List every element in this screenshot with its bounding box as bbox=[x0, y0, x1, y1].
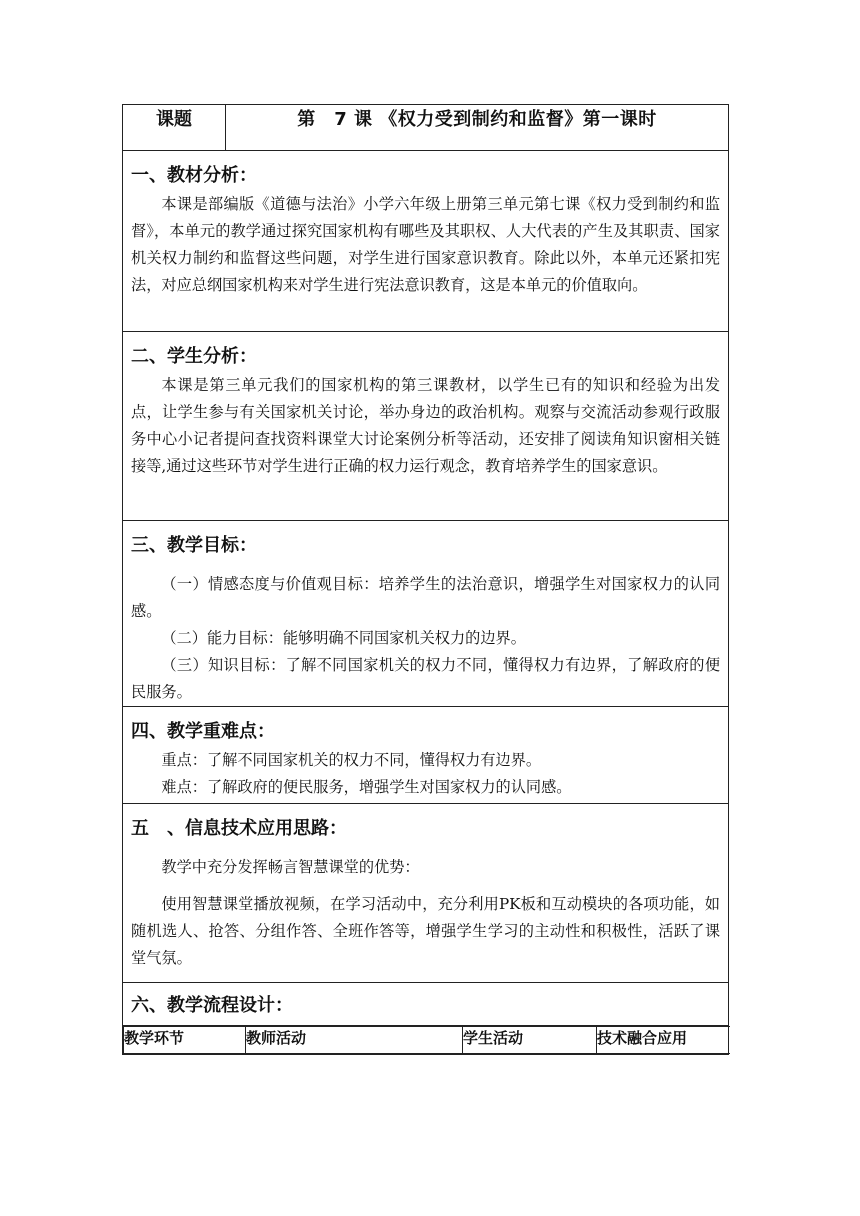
section-heading: 五 、信息技术应用思路： bbox=[131, 818, 347, 839]
course-title: 第 7 课 《权力受到制约和监督》第一课时 bbox=[226, 105, 729, 151]
flow-column-header: 技术融合应用 bbox=[597, 1027, 730, 1054]
flow-column-header: 教师活动 bbox=[246, 1027, 463, 1054]
section-paragraph: （一）情感态度与价值观目标：培养学生的法治意识，增强学生对国家权力的认同感。 bbox=[131, 575, 720, 620]
section-paragraph: 难点：了解政府的便民服务，增强学生对国家权力的认同感。 bbox=[161, 778, 572, 796]
section-paragraph: （三）知识目标：了解不同国家机关的权力不同，懂得权力有边界，了解政府的便民服务。 bbox=[131, 656, 720, 701]
section-paragraph: （二）能力目标：能够明确不同国家机关权力的边界。 bbox=[161, 629, 526, 647]
section-teaching-objectives bbox=[123, 521, 729, 707]
flow-columns-table bbox=[123, 1026, 730, 1054]
flow-column-header: 教学环节 bbox=[124, 1027, 246, 1054]
section-paragraph: 使用智慧课堂播放视频，在学习活动中，充分利用PK板和互动模块的各项功能，如随机选人、抢答、分组作答、全班作答等，增强学生学习的主动性和积极性，活跃了课堂气氛。 bbox=[131, 895, 720, 967]
section-heading: 一、教材分析： bbox=[131, 165, 257, 186]
section-key-difficult-points bbox=[123, 707, 729, 804]
section-textbook-analysis bbox=[123, 151, 729, 332]
section-paragraph: 教学中充分发挥畅言智慧课堂的优势： bbox=[161, 858, 420, 876]
title-row bbox=[123, 105, 729, 151]
section-heading: 二、学生分析： bbox=[131, 346, 257, 367]
flow-column-header: 学生活动 bbox=[463, 1027, 597, 1054]
section-student-analysis bbox=[123, 332, 729, 521]
section-it-application bbox=[123, 804, 729, 983]
section-paragraph: 本课是部编版《道德与法治》小学六年级上册第三单元第七课《权力受到制约和监督》，本单元的教学通过探究国家机构有哪些及其职权、人大代表的产生及其职责、国家机关权力制约和监督这些问题，对学生进行国家意识教育。除此以外，本单元还紧扣宪法，对应总纲国家机构来对学生进行宪法意识教育，这是本单元的价值取向。 bbox=[131, 195, 720, 294]
flow-header-row bbox=[123, 1026, 729, 1055]
section-heading: 四、教学重难点： bbox=[131, 721, 275, 742]
course-label: 课题 bbox=[123, 105, 226, 151]
section-paragraph: 本课是第三单元我们的国家机构的第三课教材，以学生已有的知识和经验为出发点，让学生参与有关国家机关讨论，举办身边的政治机构。观察与交流活动参观行政服务中心小记者提问查找资料课堂大讨论案例分析等活动，还安排了阅读角知识窗相关链接等,通过这些环节对学生进行正确的权力运行观念，教育培养学生的国家意识。 bbox=[131, 376, 720, 475]
lesson-plan-table bbox=[122, 104, 729, 1055]
section-heading: 三、教学目标： bbox=[131, 535, 257, 556]
section-paragraph: 重点：了解不同国家机关的权力不同，懂得权力有边界。 bbox=[161, 751, 542, 769]
section-heading: 六、教学流程设计： bbox=[131, 995, 293, 1016]
section-teaching-flow bbox=[123, 983, 729, 1026]
lesson-plan-document bbox=[122, 104, 728, 1055]
